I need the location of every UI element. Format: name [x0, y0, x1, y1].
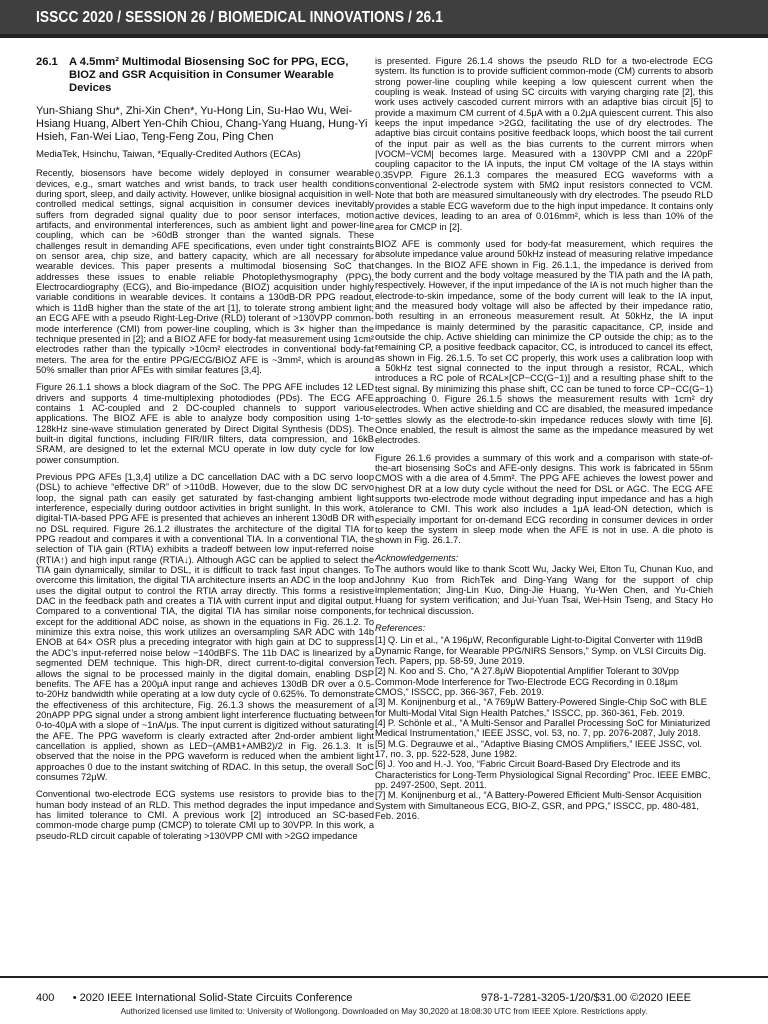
right-column: [375, 56, 713, 821]
footer-left: [36, 992, 352, 1004]
footer-divider: [0, 976, 768, 978]
body-paragraph: Recently, biosensors have become widely deployed in consumer wearable devices, e.g., smart watches and wrist bands, to track user health conditions during sport, sleep, and daily activity. However, unlike biosignal acquisition in well-controlled medical settings, signal acquisition in consumer devices inevitably suffers from degraded signal quality due to poor sensor interfaces, motion artifacts, and environmental interferences, such as ambient light and power-line coupling, which can be >60dB stronger than the wanted signals. These challenges result in demanding AFE specifications, even under tight constraints on sensor area, chip size, and battery capacity, which are all necessary for wearable devices. This paper presents a multimodal biosensing SoC that addresses these issues to enable reliable Photoplethysmography (PPG), Electrocardiography (ECG), and Bio-impedance (BIOZ) acquisition under highly variable conditions in wearable devices. It contains a 130dB-DR PPG readout, which is 11dB higher than the state of the art [1], to tolerate strong ambient light; an ECG AFE with a pseudo Right-Leg-Drive (RLD) tolerant of >130VPP common-mode interference (CMI) from power-line coupling, which is 3× higher than the technique presented in [2]; and a BIOZ AFE for body-fat measurement using 1cm² electrodes rather than the typically >10cm² electrodes in conventional body-fat meters. The area for the entire PPG/ECG/BIOZ AFE is ~3mm², which is around 50% smaller than prior AFEs with similar features [3,4].: [36, 168, 374, 375]
reference-item: [6] J. Yoo and H.-J. Yoo, “Fabric Circuit Board-Based Dry Electrode and its Characteristics for Long-Term Physiological Signal Recording” Proc. IEEE EMBC, pp. 2497-2500, Sept. 2011.: [375, 759, 711, 791]
references-list: [375, 635, 713, 821]
body-paragraph: Previous PPG AFEs [1,3,4] utilize a DC cancellation DAC with a DC servo loop (DSL) to achieve “effective DR” of >110dB. However, due to the slow DC servo loop, the signal path can easily get saturated by fast-changing ambient light interference, especially during outdoor activities in bright sunlight. In this work, a digital-TIA-based PPG AFE is presented that achieves an inherent 130dB DR with no DSL required. Figure 26.1.2 illustrates the architecture of the digital TIA for PPG readout and compares it with a conventional TIA. In a conventional TIA, the selection of TIA gain (RTIA) exhibits a tradeoff between low input-referred noise (RTIA↑) and high input range (RTIA↓). Although AGC can be applied to select the TIA gain dynamically, similar to DSL, it is difficult to track fast input changes. To overcome this limitation, the digital TIA architecture inserts an ADC in the loop and uses the digital output to control the RTIA array directly. This forms a resistive DAC in the feedback path and creates a TIA with current input and digital output. Compared to a conventional TIA, the digital TIA has similar noise components, except for the additional ADC noise, as shown in the equations in Fig. 26.1.2. To minimize this extra noise, this work utilizes an oversampling SAR ADC with 14b ENOB at 64× OSR plus a preceding integrator with high gain at DC to suppress the ADC’s input-referred noise below −140dBFS. The 11b DAC is linearized by a segmented DEM technique. This high-DR, direct current-to-digital conversion allows the signal to be processed mainly in the digital domain, enabling DSP benefits. The AFE has a 200μA input range and achieves 130dB DR over a 0.5-to-20Hz bandwidth while operating at a low duty cycle of 0.625%. To demonstrate the effectiveness of this architecture, Fig. 26.1.3 shows the measurement of a 20nAPP PPG signal under a strong ambient light interference fluctuating between 0-to-40μA with a slope of ~1nA/μs. The input current is digitized without saturating the AFE. The PPG waveform is clearly extracted after 2nd-order ambient light cancellation is applied, shown as LED−(AMB1+AMB2)/2 in Fig. 26.1.3. It is observed that the noise in the PPG waveform is reduced when the ambient light approaches 0 due to the instant switching of RDAC. In this setup, the overall SoC consumes 72μW.: [36, 471, 374, 782]
reference-item: [1] Q. Lin et al., “A 196μW, Reconfigurable Light-to-Digital Converter with 119dB Dynamic Range, for Wearable PPG/NIRS Sensors,” Symp. on VLSI Circuits Dig. Tech. Papers, pp. 58-59, June 2019.: [375, 635, 707, 666]
reference-item: [7] M. Konijnenburg et al., “A Battery-Powered Efficient Multi-Sensor Acquisition System with Simultaneous ECG, BIO-Z, GSR, and PPG,” ISSCC, pp. 480-481, Feb. 2016.: [375, 790, 702, 822]
paper-affiliation: MediaTek, Hsinchu, Taiwan, *Equally-Credited Authors (ECAs): [36, 149, 301, 160]
session-header-bar: [0, 0, 768, 38]
paper-authors: Yun-Shiang Shu*, Zhi-Xin Chen*, Yu-Hong Lin, Su-Hao Wu, Wei-Hsiang Huang, Albert Yen-Chih Chiou, Chang-Yang Huang, Hung-Yi Hsieh, Fan-Wei Liao, Teng-Feng Zou, Ping Chen: [36, 105, 368, 143]
body-paragraph: Figure 26.1.6 provides a summary of this work and a comparison with state-of-the-art biosensing SoCs and AFE-only designs. This work is fabricated in 55nm CMOS with a die area of 4.5mm². The PPG AFE achieves the lowest power and highest DR at a low duty cycle without the need for DSL or AGC. The ECG AFE supports two-electrode mode without degrading input impedance and has a high tolerance to CMI. This work also includes a 1μA lead-ON detection, which is especially important for on-demand ECG recording in consumer devices in order to keep the system in sleep mode when the AFE is not in use. A die photo is shown in Fig. 26.1.7.: [375, 452, 713, 546]
body-paragraph: Conventional two-electrode ECG systems use resistors to provide bias to the human body instead of an RLD. This method degrades the input impedance and has limited tolerance to CMI. A previous work [2] introduced an SC-based common-mode charge pump (CMCP) to tolerate CMI up to 30VPP. In this work, a pseudo-RLD circuit capable of tolerating >130VPP CMI with >2GΩ impedance: [36, 789, 374, 841]
references-heading: References:: [375, 622, 426, 633]
paper-title-block: [36, 56, 374, 95]
paper-number: 26.1: [36, 56, 58, 68]
paper-title: A 4.5mm² Multimodal Biosensing SoC for PPG, ECG, BIOZ and GSR Acquisition in Consumer Wearable Devices: [69, 56, 349, 94]
body-paragraph: is presented. Figure 26.1.4 shows the pseudo RLD for a two-electrode ECG system. Its function is to provide sufficient common-mode (CM) currents to absorb strong power-line coupling while keeping a low quiescent current when the coupling is weak. Instead of using SC circuits with varying charging rate [2], this work uses actively cascoded current mirrors with an adaptive bias circuit [5] to provide a maximum CM current of 4.5μA with a 0.2μA quiescent current. This also keeps the input impedance >2GΩ, facilitating the use of dry electrodes. The adaptive bias circuit contains positive feedback loops, which boost the tail current of the input pair as well as the bias currents to the current mirrors when |VOCM−VCM| becomes large. Measured with a 130VPP CMI and a 220pF coupling capacitor to the IA inputs, the input CM voltage of the IA stays within 0.35VPP. Figure 26.1.3 compares the measured ECG waveforms with a conventional 2-electrode system with 5MΩ input resistors connected to VCM. Note that both are measured simultaneously with dry electrodes. The pseudo RLD provides a stable ECG waveform due to the high input impedance. It contains only active devices, leading to an area of 0.016mm², which is less than 10% of the area for CMCP in [2].: [375, 56, 713, 232]
left-column: [36, 56, 374, 848]
acknowledgements-text: The authors would like to thank Scott Wu, Jacky Wei, Elton Tu, Chunan Kuo, and Johnny Kuo from RichTek and Ding-Yang Wang for the support of chip implementation; Jing-Lin Kuo, Ding-Jie Huang, Yu-Wen Chen, and Yu-Chieh Huang for system verification; and Jui-Yuan Tsai, Wei-Hsin Tseng, and Stacy Ho for technical discussion.: [375, 564, 713, 616]
reference-item: [5] M.G. Degrauwe et al., “Adaptive Biasing CMOS Amplifiers,” IEEE JSSC, vol. 17, no. 3, pp. 522-528, June 1982.: [375, 738, 703, 759]
reference-item: [2] N. Koo and S. Cho, “A 27.8μW Biopotential Amplifier Tolerant to 30Vpp Common-Mode Interference for Two-Electrode ECG Recording in 0.18μm CMOS,” ISSCC, pp. 366-367, Feb. 2019.: [375, 666, 679, 697]
reference-item: [4] P. Schönle et al., “A Multi-Sensor and Parallel Processing SoC for Miniaturized Medical Instrumentation,” IEEE JSSC, vol. 53, no. 7, pp. 2076-2087, July 2018.: [375, 717, 711, 739]
body-paragraph: Figure 26.1.1 shows a block diagram of the SoC. The PPG AFE includes 12 LED drivers and supports 4 time-multiplexing photodiodes (PDs). The ECG AFE contains 1 AC-coupled and 2 DC-coupled channels to support various applications. The BIOZ AFE is able to analyze body composition using 1-to-128kHz sine-wave stimulation generated by Direct Digital Synthesis (DDS). The built-in digital functions, including FIR/IIR filters, data compression, and 16kB SRAM, are designed to let the external MCU operate in low duty cycle for low power consumption.: [36, 382, 374, 465]
conference-name: • 2020 IEEE International Solid-State Circuits Conference: [72, 992, 353, 1004]
license-notice: Authorized licensed use limited to: University of Wollongong. Downloaded on May 30,2020 at 18:08:30 UTC from IEEE Xplore. Restrictions apply.: [120, 1007, 648, 1016]
session-header-text: ISSCC 2020 / SESSION 26 / BIOMEDICAL INNOVATIONS / 26.1: [36, 9, 443, 26]
page-number: 400: [36, 992, 55, 1004]
reference-item: [3] M. Konijnenburg et al., “A 769μW Battery-Powered Single-Chip SoC with BLE for Multi-Modal Vital Sign Health Patches,” ISSCC, pp. 360-361, Feb. 2019.: [375, 697, 707, 718]
acknowledgements-heading: Acknowledgements:: [375, 552, 459, 563]
isbn-copyright: 978-1-7281-3205-1/20/$31.00 ©2020 IEEE: [481, 992, 691, 1004]
body-paragraph: BIOZ AFE is commonly used for body-fat measurement, which requires the absolute impedance value around 50kHz instead of measuring relative impedance changes. In the BIOZ AFE shown in Fig. 26.1.1, the impedance is derived from the body current and the body voltage measured by the TIA path and the IA path, respectively. However, if the input impedance of the IA is not much higher than the electrode-to-skin impedance, some of the body current will leak to the IA input, and the measured body voltage will also be affected by their impedance ratio, both resulting in an erroneous measurement result. At 50kHz, the IA input impedance is mainly determined by the parasitic capacitance, CP, inside and outside the chip. Active shielding can minimize the CP outside the chip; as to the remaining CP, a positive feedback capacitor, CC, is introduced to cancel its effect, as shown in Fig. 26.1.5. To set CC properly, this work uses a calibration loop with a 50kHz test signal connected to the input through a resistor, RCAL, which introduces a RC pole of RCAL×[CP−CC(G−1)] and a resulting phase shift to the test signal. By minimizing this phase shift, CC can be tuned to force CP−CC(G−1) approaching 0. Figure 26.1.5 shows the measurement results with 1cm² dry electrodes. When active shielding and CC are disabled, the measured impedance settles slowly as the electrode-to-skin impedance reduces slowly with time [6]. Once enabled, the result is almost the same as the impedance measured by wet electrodes.: [375, 238, 713, 446]
